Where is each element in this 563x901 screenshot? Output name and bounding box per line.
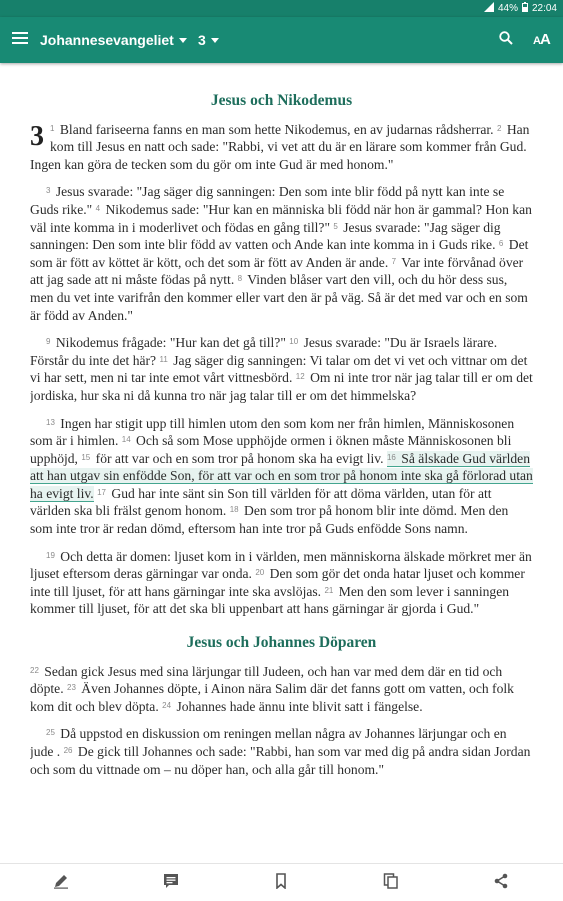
copy-button[interactable] xyxy=(378,870,404,896)
chapter-number-label: 3 xyxy=(198,32,206,48)
chapter-content xyxy=(30,63,533,863)
chevron-down-icon xyxy=(211,38,219,43)
paragraph xyxy=(30,548,533,618)
status-bar xyxy=(0,0,563,17)
section-heading: Jesus och Johannes Döparen xyxy=(186,634,377,652)
book-selector[interactable] xyxy=(40,17,187,63)
paragraph xyxy=(30,663,533,716)
verse-text: Och detta är domen: ljuset kom in i världen, men människorna älskade mörkret mer än ljuset eftersom deras gärningar var onda. xyxy=(30,548,532,582)
verse-number: 24 xyxy=(162,700,172,710)
verse[interactable] xyxy=(30,744,530,777)
verse-number: 2 xyxy=(496,123,502,133)
verse-text: för att var och en som tror på honom ska ha evigt liv. xyxy=(92,450,387,466)
bookmark-button[interactable] xyxy=(268,870,294,896)
verse[interactable] xyxy=(50,122,497,137)
verse-text: Jesus svarade: "Du är Israels lärare. Förstår du inte det här? xyxy=(30,335,498,368)
verse-number: 26 xyxy=(63,746,73,755)
verse-text: Även Johannes döpte, i Ainon nära Salim där det fanns gott om vatten, och folk kom dit och blev döpta. xyxy=(30,681,514,714)
verse-number: 23 xyxy=(67,683,76,693)
verse-number: 15 xyxy=(81,452,91,462)
notes-icon xyxy=(163,873,179,894)
verse-text: Ingen har stigit upp till himlen utom den som kom ner från himlen, Människosonen som är i himlen. xyxy=(30,415,515,449)
verse-number: 13 xyxy=(46,417,55,427)
share-icon xyxy=(493,873,509,894)
chevron-down-icon xyxy=(179,38,187,43)
paragraph xyxy=(30,121,533,174)
notes-button[interactable] xyxy=(158,870,184,896)
book-name: Johannesevangeliet xyxy=(40,32,174,48)
verse-text: Men den som lever i sanningen kommer till ljuset, för att det ska bli uppenbart att hans gärningar är gjorda i Gud." xyxy=(30,583,510,617)
verse-number: 20 xyxy=(255,568,265,578)
share-button[interactable] xyxy=(488,870,514,896)
verse-number: 19 xyxy=(46,550,55,560)
clock: 22:04 xyxy=(531,3,557,14)
verse-text: Jesus svarade: "Jag säger dig sanningen: Den som inte blir född av vatten och Ande kan inte komma in i Guds rike. xyxy=(30,219,501,253)
verse-text: Jag säger dig sanningen: Vi talar om det vi vet och vittnar om det vi har sett, men ni tar inte emot vårt vittnesbörd. xyxy=(30,352,528,386)
verse-number: 4 xyxy=(95,203,101,213)
verse-text: Nikodemus sade: "Hur kan en människa bli född när hon är gammal? Hon kan väl inte komma in i moderlivet och födas en gång till?" xyxy=(30,201,532,235)
chapter-selector[interactable] xyxy=(198,17,219,63)
verse-text: Så älskade Gud världen att han utgav sin enfödde Son, för att var och en som tror på honom inte ska gå förlorad utan ha evigt liv. xyxy=(30,450,533,501)
status-indicators xyxy=(484,2,557,15)
svg-text:A: A xyxy=(533,34,541,46)
verse-number: 12 xyxy=(295,372,305,382)
verse-text: Den som gör det onda hatar ljuset och kommer inte till ljuset, för att hans gärningar inte ska avslöjas. xyxy=(30,566,525,599)
verse-number: 7 xyxy=(391,256,397,266)
verse-text: Och så som Mose upphöjde ormen i öknen måste Människosonen bli upphöjd, xyxy=(30,433,512,466)
verse[interactable] xyxy=(81,451,387,466)
verse-number: 8 xyxy=(237,274,243,284)
verse-number: 21 xyxy=(324,585,334,595)
menu-button[interactable] xyxy=(12,17,28,63)
signal-icon xyxy=(484,2,494,15)
verse-number: 18 xyxy=(229,505,239,515)
verse-text: De gick till Johannes och sade: "Rabbi, han som var med dig på andra sidan Jordan och som du vittnade om – nu döper han, och alla går till honom." xyxy=(30,744,531,777)
copy-icon xyxy=(383,873,399,894)
bottom-action-bar xyxy=(0,863,563,901)
verse-number: 1 xyxy=(50,123,55,133)
app-toolbar xyxy=(0,17,563,63)
search-button[interactable] xyxy=(499,17,513,63)
verse-number: 9 xyxy=(46,337,51,347)
paragraph xyxy=(30,334,533,404)
verse-text: Vinden blåser vart den vill, och du hör dess sus, men du vet inte varifrån den kommer eller vart den är på väg. Så är det med var och en som är född av Anden." xyxy=(30,272,528,323)
battery-icon xyxy=(522,2,528,15)
verse-number: 25 xyxy=(46,728,55,738)
text-size-button[interactable] xyxy=(533,17,551,63)
svg-text:A: A xyxy=(540,30,551,46)
verse-text: Var inte förvånad över att jag sade att ni måste födas på nytt. xyxy=(30,254,524,288)
verse-text: Den som tror på honom blir inte dömd. Men den som inte tror är redan dömd, eftersom han inte tror på Guds enfödde Sons namn. xyxy=(30,503,509,537)
hamburger-icon xyxy=(12,31,28,50)
search-icon xyxy=(499,31,513,50)
verse-number: 6 xyxy=(498,239,504,249)
highlight-button[interactable] xyxy=(48,870,74,896)
verse-text: Jesus svarade: "Jag säger dig sanningen: Den som inte blir född på nytt kan inte se Guds rike." xyxy=(30,184,505,217)
verse-number: 3 xyxy=(46,186,51,196)
verse-number: 5 xyxy=(333,221,338,231)
verse[interactable] xyxy=(162,699,422,714)
verse-text: Johannes hade ännu inte blivit satt i fängelse. xyxy=(173,698,423,714)
chapter-drop-cap: 3 xyxy=(30,120,44,152)
verse-text: Han kom till Jesus en natt och sade: "Rabbi, vi vet att du är en lärare som kommer från Gud. Ingen kan göra de tecken som du gör om inte Gud är med honom." xyxy=(30,121,530,172)
verse-number: 10 xyxy=(289,337,299,347)
verse-text: Om ni inte tror när jag talar till er om det jordiska, hur ska ni då kunna tro när jag talar till er om det himmelska? xyxy=(30,370,533,403)
verse-number: 14 xyxy=(121,435,131,445)
section-heading: Jesus och Nikodemus xyxy=(210,92,353,109)
bookmark-icon xyxy=(274,873,288,894)
verse-number: 16 xyxy=(386,452,396,462)
verse-text: Gud har inte sänt sin Son till världen för att döma världen, utan för att världen ska bli frälst genom honom. xyxy=(30,485,492,519)
verse-number: 22 xyxy=(30,665,39,675)
verse-text: Det som är fött av köttet är kött, och det som är fött av Anden är ande. xyxy=(30,237,529,270)
text-size-icon xyxy=(533,30,551,51)
pencil-icon xyxy=(53,873,69,894)
paragraph xyxy=(30,183,533,324)
paragraph xyxy=(30,415,533,538)
verse-text: Bland fariseerna fanns en man som hette Nikodemus, en av judarnas rådsherrar. xyxy=(56,121,497,137)
battery-percentage: 44% xyxy=(497,3,518,14)
verse-text: Sedan gick Jesus med sina lärjungar till Judeen, och han var med dem där en tid och döpte. xyxy=(30,663,503,697)
verse-number: 11 xyxy=(159,354,168,364)
paragraph xyxy=(30,725,533,778)
verse-number: 17 xyxy=(97,487,106,497)
verse-text: Nikodemus frågade: "Hur kan det gå till?" xyxy=(52,335,290,351)
verse[interactable] xyxy=(46,335,289,350)
verse-text: Då uppstod en diskussion om reningen mellan några av Johannes lärjungar och en jude . xyxy=(30,726,507,759)
